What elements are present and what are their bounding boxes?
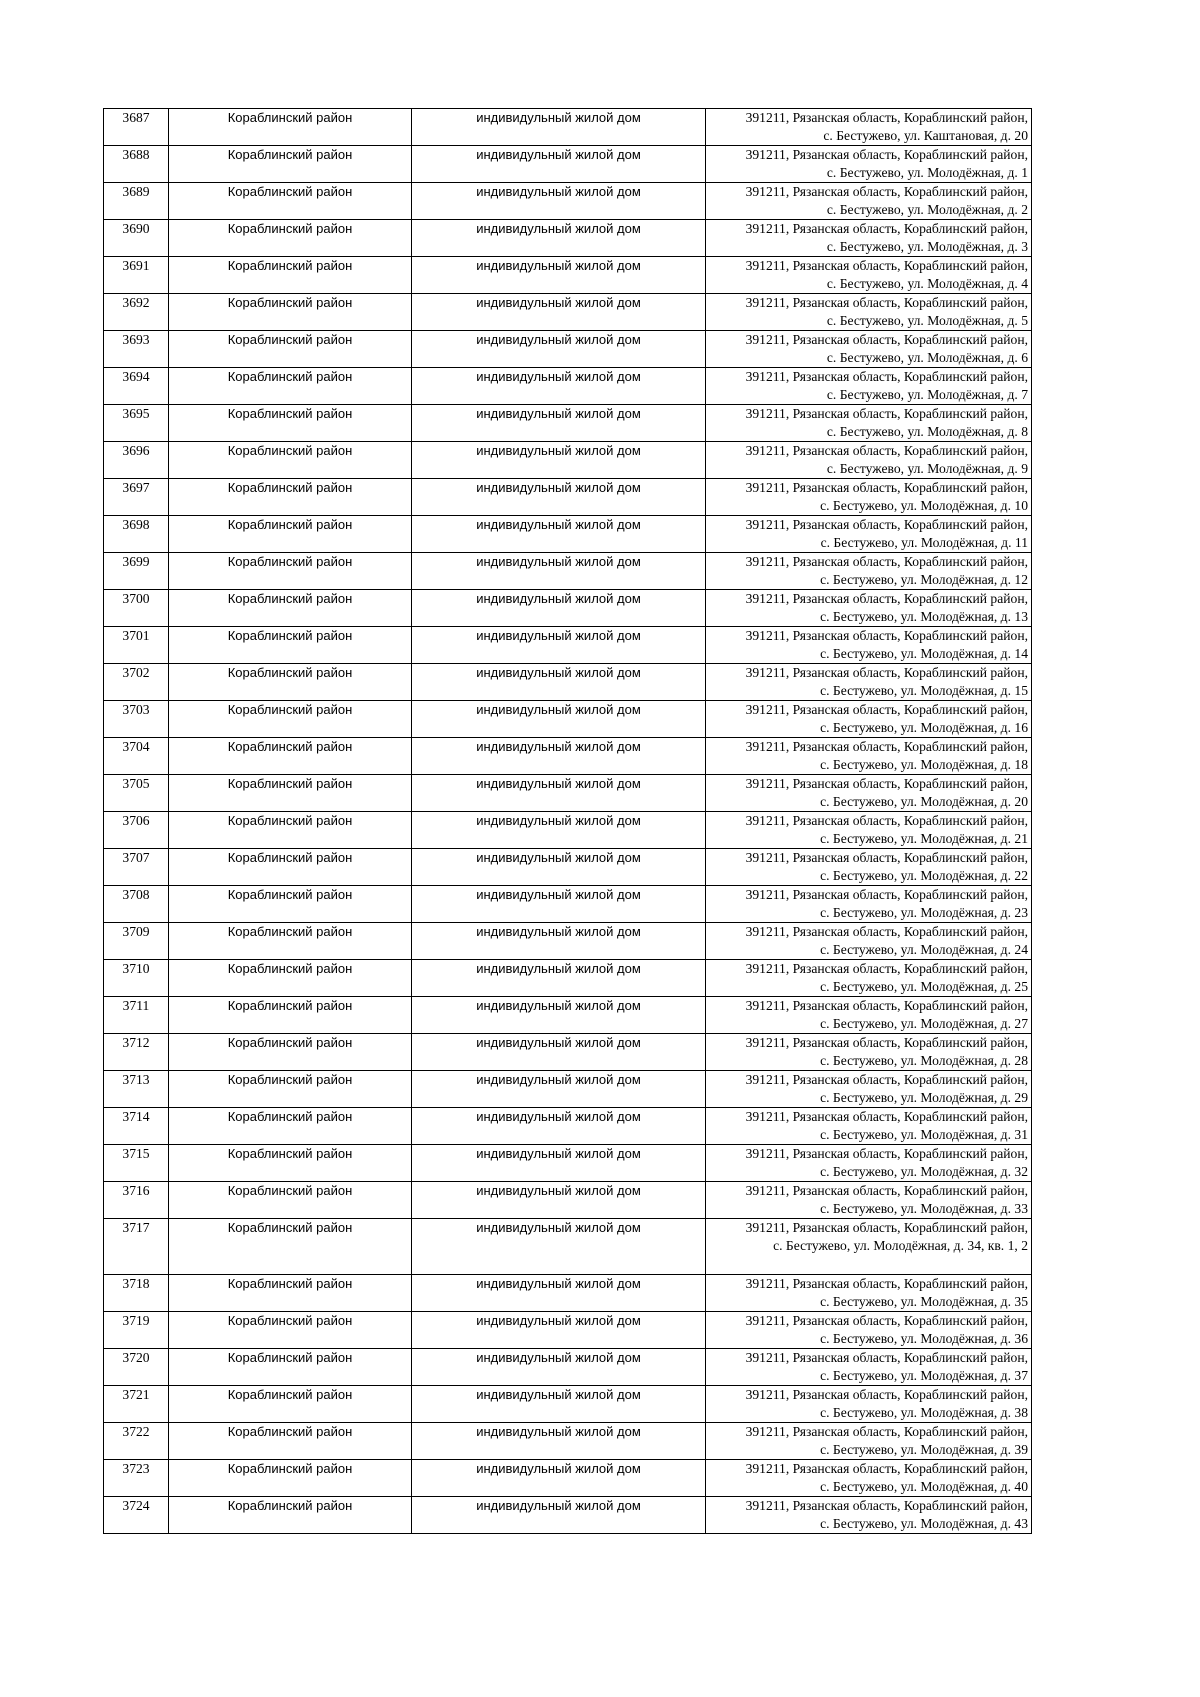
object-type-cell: индивидульный жилой дом: [412, 627, 706, 664]
address-cell: [706, 812, 1032, 849]
table-row: [104, 294, 1032, 331]
address-line-1: 391211, Рязанская область, Кораблинский район,: [745, 702, 1028, 717]
address-cell: [706, 738, 1032, 775]
address-line-2: с. Бестужево, ул. Молодёжная, д. 3: [826, 239, 1028, 254]
row-number-cell: 3722: [104, 1423, 169, 1460]
address-cell: [706, 405, 1032, 442]
district-cell: Кораблинский район: [169, 1275, 412, 1312]
row-number-cell: 3714: [104, 1108, 169, 1145]
table-row: [104, 1182, 1032, 1219]
object-type-cell: индивидульный жилой дом: [412, 812, 706, 849]
address-line-2: с. Бестужево, ул. Молодёжная, д. 7: [826, 387, 1028, 402]
address-line-1: 391211, Рязанская область, Кораблинский район,: [745, 591, 1028, 606]
district-cell: Кораблинский район: [169, 775, 412, 812]
address-line-2: с. Бестужево, ул. Молодёжная, д. 8: [826, 424, 1028, 439]
object-type-cell: индивидульный жилой дом: [412, 1423, 706, 1460]
address-line-2: с. Бестужево, ул. Молодёжная, д. 28: [820, 1053, 1028, 1068]
address-line-1: 391211, Рязанская область, Кораблинский район,: [745, 1220, 1028, 1235]
table-row: [104, 220, 1032, 257]
row-number-cell: 3721: [104, 1386, 169, 1423]
address-line-2: с. Бестужево, ул. Молодёжная, д. 25: [820, 979, 1028, 994]
object-type-cell: индивидульный жилой дом: [412, 294, 706, 331]
district-cell: Кораблинский район: [169, 701, 412, 738]
address-cell: [706, 1034, 1032, 1071]
address-line-1: 391211, Рязанская область, Кораблинский район,: [745, 1035, 1028, 1050]
row-number-cell: 3724: [104, 1497, 169, 1534]
object-type-cell: индивидульный жилой дом: [412, 664, 706, 701]
row-number-cell: 3715: [104, 1145, 169, 1182]
district-cell: Кораблинский район: [169, 738, 412, 775]
object-type-cell: индивидульный жилой дом: [412, 1182, 706, 1219]
address-cell: [706, 664, 1032, 701]
object-type-cell: индивидульный жилой дом: [412, 1219, 706, 1275]
row-number-cell: 3692: [104, 294, 169, 331]
address-line-2: с. Бестужево, ул. Молодёжная, д. 15: [820, 683, 1028, 698]
address-cell: [706, 1108, 1032, 1145]
address-line-1: 391211, Рязанская область, Кораблинский район,: [745, 887, 1028, 902]
row-number-cell: 3693: [104, 331, 169, 368]
address-line-1: 391211, Рязанская область, Кораблинский район,: [745, 628, 1028, 643]
address-line-2: с. Бестужево, ул. Молодёжная, д. 5: [826, 313, 1028, 328]
district-cell: Кораблинский район: [169, 1349, 412, 1386]
object-type-cell: индивидульный жилой дом: [412, 109, 706, 146]
table-row: [104, 442, 1032, 479]
table-row: [104, 1460, 1032, 1497]
address-line-2: с. Бестужево, ул. Молодёжная, д. 27: [820, 1016, 1028, 1031]
object-type-cell: индивидульный жилой дом: [412, 553, 706, 590]
address-cell: [706, 294, 1032, 331]
row-number-cell: 3720: [104, 1349, 169, 1386]
object-type-cell: индивидульный жилой дом: [412, 1349, 706, 1386]
address-line-1: 391211, Рязанская область, Кораблинский район,: [745, 813, 1028, 828]
table-row: [104, 146, 1032, 183]
row-number-cell: 3697: [104, 479, 169, 516]
address-line-1: 391211, Рязанская область, Кораблинский район,: [745, 1109, 1028, 1124]
district-cell: Кораблинский район: [169, 479, 412, 516]
address-line-1: 391211, Рязанская область, Кораблинский район,: [745, 554, 1028, 569]
address-cell: [706, 1423, 1032, 1460]
address-cell: [706, 775, 1032, 812]
district-cell: Кораблинский район: [169, 627, 412, 664]
address-cell: [706, 553, 1032, 590]
object-type-cell: индивидульный жилой дом: [412, 1275, 706, 1312]
address-cell: [706, 590, 1032, 627]
row-number-cell: 3702: [104, 664, 169, 701]
object-type-cell: индивидульный жилой дом: [412, 1312, 706, 1349]
table-row: [104, 812, 1032, 849]
district-cell: Кораблинский район: [169, 1071, 412, 1108]
address-line-2: с. Бестужево, ул. Молодёжная, д. 23: [820, 905, 1028, 920]
table-row: [104, 516, 1032, 553]
address-cell: [706, 146, 1032, 183]
address-line-1: 391211, Рязанская область, Кораблинский район,: [745, 924, 1028, 939]
address-line-2: с. Бестужево, ул. Молодёжная, д. 14: [820, 646, 1028, 661]
row-number-cell: 3717: [104, 1219, 169, 1275]
row-number-cell: 3701: [104, 627, 169, 664]
address-line-2: с. Бестужево, ул. Молодёжная, д. 29: [820, 1090, 1028, 1105]
district-cell: Кораблинский район: [169, 1034, 412, 1071]
address-line-1: 391211, Рязанская область, Кораблинский район,: [745, 1183, 1028, 1198]
row-number-cell: 3719: [104, 1312, 169, 1349]
district-cell: Кораблинский район: [169, 405, 412, 442]
address-line-1: 391211, Рязанская область, Кораблинский район,: [745, 110, 1028, 125]
row-number-cell: 3723: [104, 1460, 169, 1497]
district-cell: Кораблинский район: [169, 1219, 412, 1275]
address-line-2: с. Бестужево, ул. Молодёжная, д. 24: [820, 942, 1028, 957]
address-line-2: с. Бестужево, ул. Молодёжная, д. 13: [820, 609, 1028, 624]
object-type-cell: индивидульный жилой дом: [412, 590, 706, 627]
address-line-2: с. Бестужево, ул. Молодёжная, д. 40: [820, 1479, 1028, 1494]
table-row: [104, 738, 1032, 775]
object-type-cell: индивидульный жилой дом: [412, 405, 706, 442]
address-cell: [706, 997, 1032, 1034]
district-cell: Кораблинский район: [169, 442, 412, 479]
address-line-2: с. Бестужево, ул. Молодёжная, д. 9: [826, 461, 1028, 476]
address-line-2: с. Бестужево, ул. Молодёжная, д. 20: [820, 794, 1028, 809]
address-cell: [706, 1219, 1032, 1275]
table-row: [104, 1034, 1032, 1071]
object-type-cell: индивидульный жилой дом: [412, 183, 706, 220]
object-type-cell: индивидульный жилой дом: [412, 923, 706, 960]
address-line-2: с. Бестужево, ул. Молодёжная, д. 43: [820, 1516, 1028, 1531]
row-number-cell: 3699: [104, 553, 169, 590]
table-row: [104, 1219, 1032, 1275]
address-line-1: 391211, Рязанская область, Кораблинский район,: [745, 776, 1028, 791]
district-cell: Кораблинский район: [169, 997, 412, 1034]
address-line-1: 391211, Рязанская область, Кораблинский район,: [745, 406, 1028, 421]
address-line-1: 391211, Рязанская область, Кораблинский район,: [745, 258, 1028, 273]
address-line-2: с. Бестужево, ул. Молодёжная, д. 34, кв. 1, 2: [773, 1238, 1028, 1253]
address-line-1: 391211, Рязанская область, Кораблинский район,: [745, 147, 1028, 162]
address-line-1: 391211, Рязанская область, Кораблинский район,: [745, 1350, 1028, 1365]
row-number-cell: 3690: [104, 220, 169, 257]
table-row: [104, 849, 1032, 886]
table-row: [104, 109, 1032, 146]
row-number-cell: 3694: [104, 368, 169, 405]
address-line-2: с. Бестужево, ул. Молодёжная, д. 16: [820, 720, 1028, 735]
row-number-cell: 3705: [104, 775, 169, 812]
address-line-2: с. Бестужево, ул. Молодёжная, д. 1: [826, 165, 1028, 180]
table-row: [104, 331, 1032, 368]
row-number-cell: 3687: [104, 109, 169, 146]
object-type-cell: индивидульный жилой дом: [412, 997, 706, 1034]
address-line-1: 391211, Рязанская область, Кораблинский район,: [745, 221, 1028, 236]
address-line-1: 391211, Рязанская область, Кораблинский район,: [745, 184, 1028, 199]
address-line-1: 391211, Рязанская область, Кораблинский район,: [745, 850, 1028, 865]
table-row: [104, 257, 1032, 294]
object-type-cell: индивидульный жилой дом: [412, 1386, 706, 1423]
object-type-cell: индивидульный жилой дом: [412, 1108, 706, 1145]
district-cell: Кораблинский район: [169, 553, 412, 590]
table-row: [104, 1108, 1032, 1145]
address-line-2: с. Бестужево, ул. Молодёжная, д. 18: [820, 757, 1028, 772]
row-number-cell: 3689: [104, 183, 169, 220]
district-cell: Кораблинский район: [169, 146, 412, 183]
document-page: [103, 108, 1031, 1534]
district-cell: Кораблинский район: [169, 368, 412, 405]
table-row: [104, 1349, 1032, 1386]
row-number-cell: 3696: [104, 442, 169, 479]
table-row: [104, 997, 1032, 1034]
table-row: [104, 553, 1032, 590]
address-cell: [706, 331, 1032, 368]
address-cell: [706, 849, 1032, 886]
row-number-cell: 3710: [104, 960, 169, 997]
address-line-1: 391211, Рязанская область, Кораблинский район,: [745, 1498, 1028, 1513]
row-number-cell: 3700: [104, 590, 169, 627]
district-cell: Кораблинский район: [169, 886, 412, 923]
object-type-cell: индивидульный жилой дом: [412, 479, 706, 516]
district-cell: Кораблинский район: [169, 849, 412, 886]
row-number-cell: 3688: [104, 146, 169, 183]
object-type-cell: индивидульный жилой дом: [412, 960, 706, 997]
row-number-cell: 3698: [104, 516, 169, 553]
address-line-2: с. Бестужево, ул. Молодёжная, д. 11: [820, 535, 1028, 550]
address-cell: [706, 516, 1032, 553]
row-number-cell: 3707: [104, 849, 169, 886]
table-row: [104, 886, 1032, 923]
object-type-cell: индивидульный жилой дом: [412, 1071, 706, 1108]
address-line-1: 391211, Рязанская область, Кораблинский район,: [745, 1146, 1028, 1161]
table-row: [104, 590, 1032, 627]
address-cell: [706, 1275, 1032, 1312]
district-cell: Кораблинский район: [169, 923, 412, 960]
district-cell: Кораблинский район: [169, 294, 412, 331]
address-line-2: с. Бестужево, ул. Молодёжная, д. 38: [820, 1405, 1028, 1420]
table-row: [104, 1423, 1032, 1460]
district-cell: Кораблинский район: [169, 516, 412, 553]
address-line-2: с. Бестужево, ул. Молодёжная, д. 32: [820, 1164, 1028, 1179]
address-line-2: с. Бестужево, ул. Молодёжная, д. 35: [820, 1294, 1028, 1309]
object-type-cell: индивидульный жилой дом: [412, 849, 706, 886]
table-row: [104, 664, 1032, 701]
address-cell: [706, 886, 1032, 923]
table-row: [104, 183, 1032, 220]
table-row: [104, 923, 1032, 960]
table-row: [104, 1386, 1032, 1423]
address-line-1: 391211, Рязанская область, Кораблинский район,: [745, 1461, 1028, 1476]
address-line-1: 391211, Рязанская область, Кораблинский район,: [745, 1276, 1028, 1291]
address-line-2: с. Бестужево, ул. Молодёжная, д. 37: [820, 1368, 1028, 1383]
address-line-1: 391211, Рязанская область, Кораблинский район,: [745, 1387, 1028, 1402]
object-type-cell: индивидульный жилой дом: [412, 146, 706, 183]
address-cell: [706, 1386, 1032, 1423]
district-cell: Кораблинский район: [169, 812, 412, 849]
address-line-2: с. Бестужево, ул. Молодёжная, д. 12: [820, 572, 1028, 587]
address-line-1: 391211, Рязанская область, Кораблинский район,: [745, 480, 1028, 495]
address-cell: [706, 109, 1032, 146]
address-line-2: с. Бестужево, ул. Молодёжная, д. 10: [820, 498, 1028, 513]
row-number-cell: 3704: [104, 738, 169, 775]
object-type-cell: индивидульный жилой дом: [412, 738, 706, 775]
row-number-cell: 3695: [104, 405, 169, 442]
address-cell: [706, 923, 1032, 960]
district-cell: Кораблинский район: [169, 590, 412, 627]
address-line-2: с. Бестужево, ул. Молодёжная, д. 33: [820, 1201, 1028, 1216]
address-line-2: с. Бестужево, ул. Молодёжная, д. 6: [826, 350, 1028, 365]
address-cell: [706, 960, 1032, 997]
district-cell: Кораблинский район: [169, 1497, 412, 1534]
address-line-1: 391211, Рязанская область, Кораблинский район,: [745, 1072, 1028, 1087]
address-line-1: 391211, Рязанская область, Кораблинский район,: [745, 739, 1028, 754]
table-row: [104, 701, 1032, 738]
address-cell: [706, 1497, 1032, 1534]
table-row: [104, 479, 1032, 516]
district-cell: Кораблинский район: [169, 1108, 412, 1145]
object-type-cell: индивидульный жилой дом: [412, 1497, 706, 1534]
address-cell: [706, 257, 1032, 294]
object-type-cell: индивидульный жилой дом: [412, 1460, 706, 1497]
address-line-2: с. Бестужево, ул. Молодёжная, д. 2: [826, 202, 1028, 217]
object-type-cell: индивидульный жилой дом: [412, 1034, 706, 1071]
table-row: [104, 775, 1032, 812]
address-line-1: 391211, Рязанская область, Кораблинский район,: [745, 295, 1028, 310]
table-row: [104, 1145, 1032, 1182]
district-cell: Кораблинский район: [169, 220, 412, 257]
address-line-2: с. Бестужево, ул. Молодёжная, д. 36: [820, 1331, 1028, 1346]
address-line-1: 391211, Рязанская область, Кораблинский район,: [745, 369, 1028, 384]
housing-table: [103, 108, 1032, 1534]
address-line-2: с. Бестужево, ул. Молодёжная, д. 21: [820, 831, 1028, 846]
object-type-cell: индивидульный жилой дом: [412, 516, 706, 553]
address-cell: [706, 627, 1032, 664]
object-type-cell: индивидульный жилой дом: [412, 257, 706, 294]
address-line-2: с. Бестужево, ул. Молодёжная, д. 31: [820, 1127, 1028, 1142]
address-cell: [706, 183, 1032, 220]
object-type-cell: индивидульный жилой дом: [412, 1145, 706, 1182]
object-type-cell: индивидульный жилой дом: [412, 220, 706, 257]
address-cell: [706, 701, 1032, 738]
district-cell: Кораблинский район: [169, 1460, 412, 1497]
object-type-cell: индивидульный жилой дом: [412, 331, 706, 368]
district-cell: Кораблинский район: [169, 960, 412, 997]
address-cell: [706, 1182, 1032, 1219]
table-row: [104, 405, 1032, 442]
address-cell: [706, 368, 1032, 405]
table-body: [104, 109, 1032, 1534]
row-number-cell: 3706: [104, 812, 169, 849]
address-line-2: с. Бестужево, ул. Молодёжная, д. 39: [820, 1442, 1028, 1457]
district-cell: Кораблинский район: [169, 331, 412, 368]
district-cell: Кораблинский район: [169, 1145, 412, 1182]
address-line-2: с. Бестужево, ул. Молодёжная, д. 22: [820, 868, 1028, 883]
address-line-1: 391211, Рязанская область, Кораблинский район,: [745, 1424, 1028, 1439]
row-number-cell: 3711: [104, 997, 169, 1034]
table-row: [104, 1497, 1032, 1534]
table-row: [104, 627, 1032, 664]
object-type-cell: индивидульный жилой дом: [412, 775, 706, 812]
row-number-cell: 3716: [104, 1182, 169, 1219]
district-cell: Кораблинский район: [169, 1423, 412, 1460]
address-cell: [706, 1145, 1032, 1182]
address-line-2: с. Бестужево, ул. Молодёжная, д. 4: [826, 276, 1028, 291]
district-cell: Кораблинский район: [169, 257, 412, 294]
table-row: [104, 368, 1032, 405]
row-number-cell: 3703: [104, 701, 169, 738]
address-cell: [706, 1349, 1032, 1386]
district-cell: Кораблинский район: [169, 1386, 412, 1423]
address-cell: [706, 1071, 1032, 1108]
address-line-1: 391211, Рязанская область, Кораблинский район,: [745, 961, 1028, 976]
address-cell: [706, 220, 1032, 257]
address-line-1: 391211, Рязанская область, Кораблинский район,: [745, 443, 1028, 458]
district-cell: Кораблинский район: [169, 1312, 412, 1349]
address-cell: [706, 1460, 1032, 1497]
row-number-cell: 3712: [104, 1034, 169, 1071]
object-type-cell: индивидульный жилой дом: [412, 701, 706, 738]
address-line-1: 391211, Рязанская область, Кораблинский район,: [745, 998, 1028, 1013]
address-cell: [706, 479, 1032, 516]
address-cell: [706, 1312, 1032, 1349]
district-cell: Кораблинский район: [169, 1182, 412, 1219]
object-type-cell: индивидульный жилой дом: [412, 886, 706, 923]
row-number-cell: 3718: [104, 1275, 169, 1312]
row-number-cell: 3709: [104, 923, 169, 960]
object-type-cell: индивидульный жилой дом: [412, 368, 706, 405]
table-row: [104, 960, 1032, 997]
address-line-1: 391211, Рязанская область, Кораблинский район,: [745, 1313, 1028, 1328]
table-row: [104, 1071, 1032, 1108]
object-type-cell: индивидульный жилой дом: [412, 442, 706, 479]
district-cell: Кораблинский район: [169, 183, 412, 220]
address-cell: [706, 442, 1032, 479]
row-number-cell: 3713: [104, 1071, 169, 1108]
district-cell: Кораблинский район: [169, 664, 412, 701]
address-line-1: 391211, Рязанская область, Кораблинский район,: [745, 517, 1028, 532]
row-number-cell: 3708: [104, 886, 169, 923]
address-line-1: 391211, Рязанская область, Кораблинский район,: [745, 332, 1028, 347]
district-cell: Кораблинский район: [169, 109, 412, 146]
row-number-cell: 3691: [104, 257, 169, 294]
table-row: [104, 1312, 1032, 1349]
address-line-2: с. Бестужево, ул. Каштановая, д. 20: [823, 128, 1028, 143]
table-row: [104, 1275, 1032, 1312]
address-line-1: 391211, Рязанская область, Кораблинский район,: [745, 665, 1028, 680]
